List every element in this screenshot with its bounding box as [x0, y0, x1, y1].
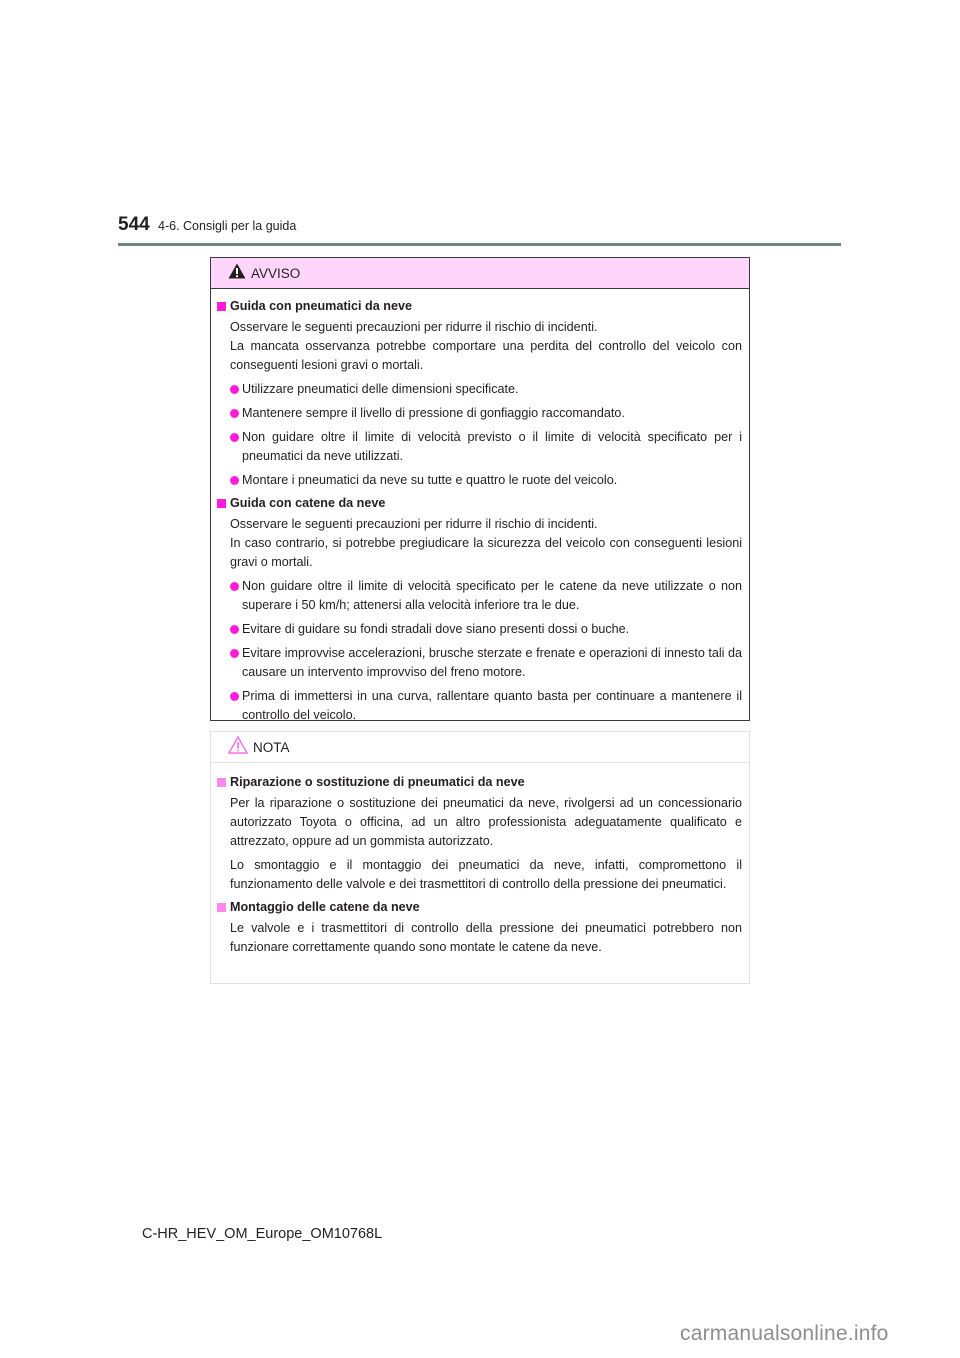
list-item: Prima di immettersi in una curva, rallentare quanto basta per continuare a mantenere il controllo del veicolo. — [230, 687, 742, 725]
paragraph: Per la riparazione o sostituzione dei pneumatici da neve, rivolgersi ad un concessionario autorizzato Toyota o officina, ad un altro professionista adeguatamente qualificato e attrezzato, oppure ad un gommista autorizzato. — [230, 796, 742, 848]
header-divider — [118, 243, 841, 246]
circle-bullet-icon — [230, 692, 239, 701]
bullet-list — [217, 380, 742, 490]
circle-bullet-icon — [230, 582, 239, 591]
warning-box-title: AVVISO — [251, 265, 301, 281]
paragraph: Le valvole e i trasmettitori di controllo della pressione dei pneumatici potrebbero non funzionare correttamente quando sono montate le catene da neve. — [230, 921, 742, 954]
paragraph: In caso contrario, si potrebbe pregiudicare la sicurezza del veicolo con conseguenti lesioni gravi o mortali. — [230, 536, 742, 569]
circle-bullet-icon — [230, 385, 239, 394]
circle-bullet-icon — [230, 409, 239, 418]
page-number: 544 — [118, 214, 150, 235]
note-box-title: NOTA — [253, 739, 290, 755]
document-id: C-HR_HEV_OM_Europe_OM10768L — [142, 1226, 383, 1242]
circle-bullet-icon — [230, 649, 239, 658]
warning-box — [210, 257, 750, 721]
circle-bullet-icon — [230, 625, 239, 634]
page-header — [118, 214, 296, 236]
list-item: Evitare improvvise accelerazioni, brusche sterzate e frenate e operazioni di innesto tali da causare un intervento improvviso del freno motore. — [230, 644, 742, 682]
note-box-header — [211, 732, 749, 763]
section-heading: Riparazione o sostituzione di pneumatici da neve — [217, 773, 742, 792]
section-heading: Guida con pneumatici da neve — [217, 297, 742, 316]
list-item: Montare i pneumatici da neve su tutte e quattro le ruote del veicolo. — [230, 471, 742, 490]
paragraph: Osservare le seguenti precauzioni per ridurre il rischio di incidenti. — [230, 517, 598, 531]
section-heading: Guida con catene da neve — [217, 494, 742, 513]
list-item: Evitare di guidare su fondi stradali dove siano presenti dossi o buche. — [230, 620, 742, 639]
note-box-body — [211, 763, 749, 957]
list-item: Mantenere sempre il livello di pressione di gonfiaggio raccomandato. — [230, 404, 742, 423]
square-bullet-icon — [217, 778, 226, 787]
warning-triangle-filled-icon — [228, 263, 246, 284]
square-bullet-icon — [217, 302, 226, 311]
square-bullet-icon — [217, 903, 226, 912]
warning-triangle-outline-icon — [228, 736, 248, 759]
watermark-link[interactable]: carmanualsonline.info — [680, 1322, 889, 1345]
circle-bullet-icon — [230, 433, 239, 442]
section-title: 4-6. Consigli per la guida — [158, 219, 297, 233]
list-item: Non guidare oltre il limite di velocità previsto o il limite di velocità specificato per i pneumatici da neve utilizzati. — [230, 428, 742, 466]
list-item: Utilizzare pneumatici delle dimensioni specificate. — [230, 380, 742, 399]
note-box — [210, 731, 750, 984]
section-heading: Montaggio delle catene da neve — [217, 898, 742, 917]
warning-box-header — [211, 258, 749, 289]
square-bullet-icon — [217, 499, 226, 508]
list-item: Non guidare oltre il limite di velocità specificato per le catene da neve utilizzate o non superare i 50 km/h; attenersi alla velocità inferiore tra le due. — [230, 577, 742, 615]
bullet-list — [217, 577, 742, 725]
circle-bullet-icon — [230, 476, 239, 485]
paragraph: Lo smontaggio e il montaggio dei pneumatici da neve, infatti, compromettono il funzionamento delle valvole e dei trasmettitori di controllo della pressione dei pneumatici. — [230, 858, 742, 891]
paragraph: La mancata osservanza potrebbe comportare una perdita del controllo del veicolo con conseguenti lesioni gravi o mortali. — [230, 339, 742, 372]
warning-box-body — [211, 289, 749, 725]
paragraph: Osservare le seguenti precauzioni per ridurre il rischio di incidenti. — [230, 320, 598, 334]
